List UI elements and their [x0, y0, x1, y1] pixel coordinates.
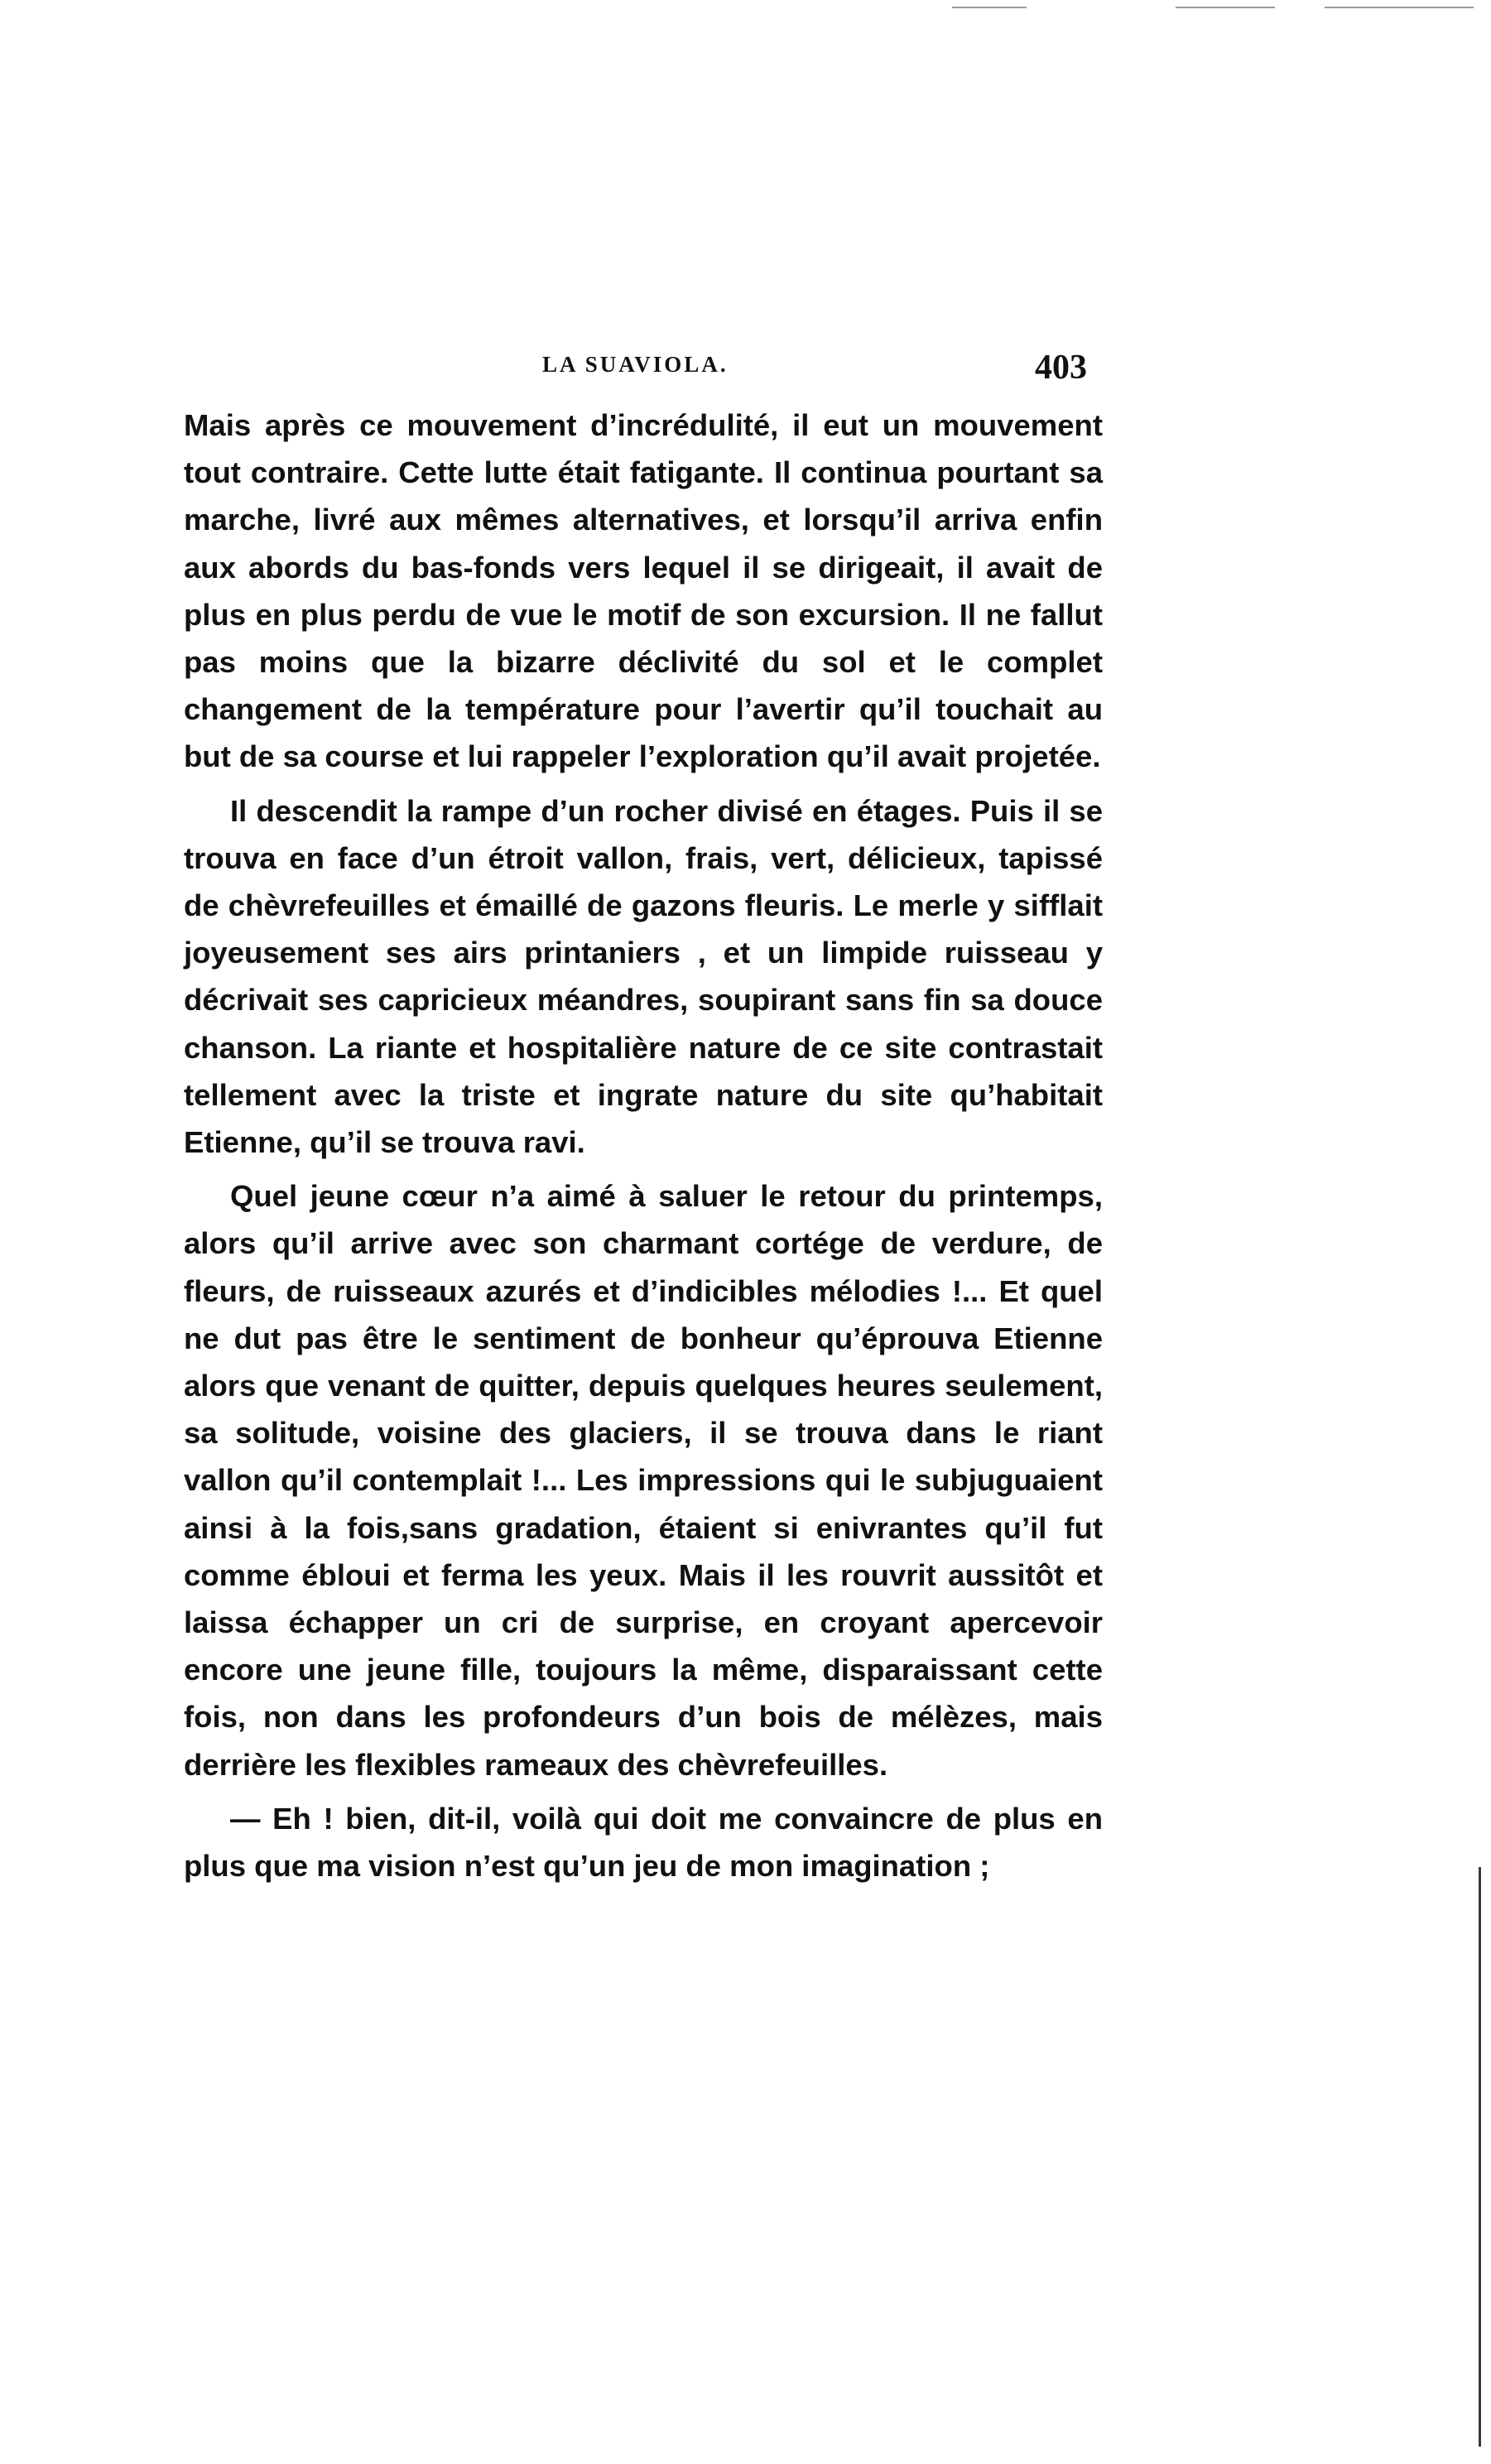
scan-artifact-edge: [1479, 1867, 1481, 2447]
scan-artifact-top: [1176, 7, 1275, 8]
paragraph: Mais après ce mouvement d’incrédulité, il eut un mouvement tout contraire. Cette lutte était fatigante. Il continua pourtant sa marche, livré aux mêmes alternatives, et lorsqu’il arriva enfin aux abords du bas-fonds vers lequel il se dirigeait, il avait de plus en plus perdu de vue le motif de son excursion. Il ne fallut pas moins que la bizarre déclivité du sol et le complet changement de la température pour l’avertir qu’il touchait au but de sa course et lui rappeler l’exploration qu’il avait projetée.: [184, 408, 1103, 774]
paragraph: Il descendit la rampe d’un rocher divisé en étages. Puis il se trouva en face d’un étroit vallon, frais, vert, délicieux, tapissé de chèvrefeuilles et émaillé de gazons fleuris. Le merle y sifflait joyeusement ses airs printaniers , et un limpide ruisseau y décrivait ses capricieux méandres, soupirant sans fin sa douce chanson. La riante et hospitalière nature de ce site contrastait tellement avec la triste et ingrate nature du site qu’habitait Etienne, qu’il se trouva ravi.: [184, 793, 1103, 1160]
paragraph: — Eh ! bien, dit-il, voilà qui doit me convaincre de plus en plus que ma vision n’est qu’un jeu de mon imagination ;: [184, 1801, 1103, 1884]
body-text: [184, 402, 1103, 1896]
page-number: 403: [1035, 349, 1087, 387]
scan-artifact-top: [952, 7, 1027, 8]
scan-artifact-top: [1325, 7, 1474, 8]
paragraph: Quel jeune cœur n’a aimé à saluer le retour du printemps, alors qu’il arrive avec son charmant cortége de verdure, de fleurs, de ruisseaux azurés et d’indicibles mélodies !... Et quel ne dut pas être le sentiment de bonheur qu’éprouva Etienne alors que venant de quitter, depuis quelques heures seulement, sa solitude, voisine des glaciers, il se trouva dans le riant vallon qu’il contemplait !... Les impressions qui le subjuguaient ainsi à la fois,sans gradation, étaient si enivrantes qu’il fut comme ébloui et ferma les yeux. Mais il les rouvrit aussitôt et laissa échapper un cri de surprise, en croyant apercevoir encore une jeune fille, toujours la même, disparaissant cette fois, non dans les profondeurs d’un bois de mélèzes, mais derrière les flexibles rameaux des chèvrefeuilles.: [184, 1179, 1103, 1782]
running-title: LA SUAVIOLA.: [542, 352, 729, 377]
